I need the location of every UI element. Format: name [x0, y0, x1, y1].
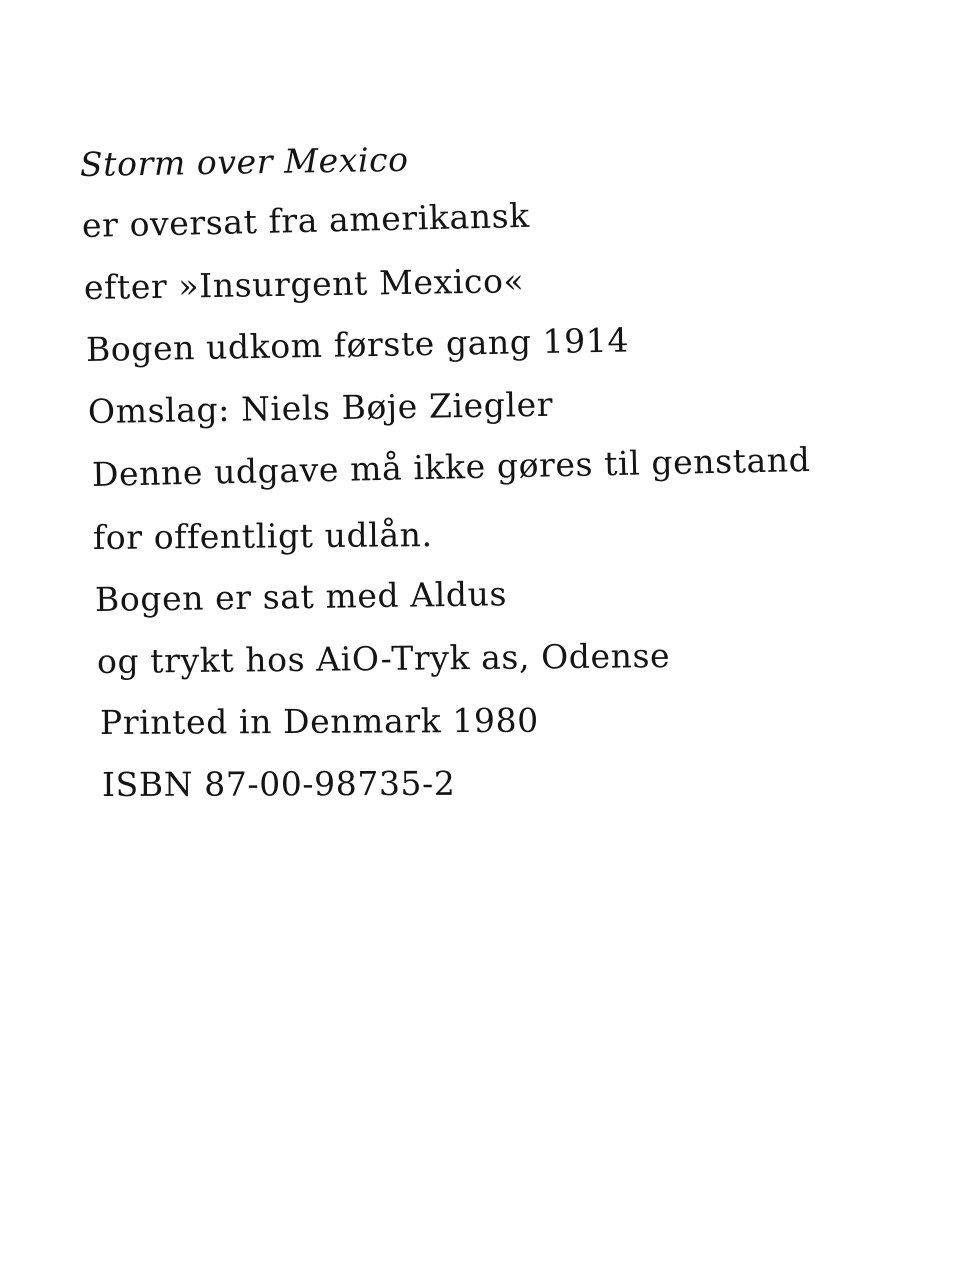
translation-note: er oversat fra amerikansk: [81, 195, 531, 245]
first-published-note: Bogen udkom første gang 1914: [85, 320, 630, 369]
lending-notice-line-2: for offentligt udlån.: [92, 515, 433, 557]
lending-notice-line-1: Denne udgave må ikke gøres til genstand: [91, 439, 811, 494]
typeface-note: Bogen er sat med Aldus: [94, 574, 508, 619]
printer-note: og trykt hos AiO-Tryk as, Odense: [96, 635, 671, 681]
original-title-note: efter »Insurgent Mexico«: [83, 261, 525, 307]
cover-credit: Omslag: Niels Bøje Ziegler: [87, 384, 554, 431]
book-title: Storm over Mexico: [79, 139, 409, 184]
isbn: ISBN 87-00-98735-2: [101, 763, 456, 804]
printed-in-note: Printed in Denmark 1980: [99, 700, 539, 742]
